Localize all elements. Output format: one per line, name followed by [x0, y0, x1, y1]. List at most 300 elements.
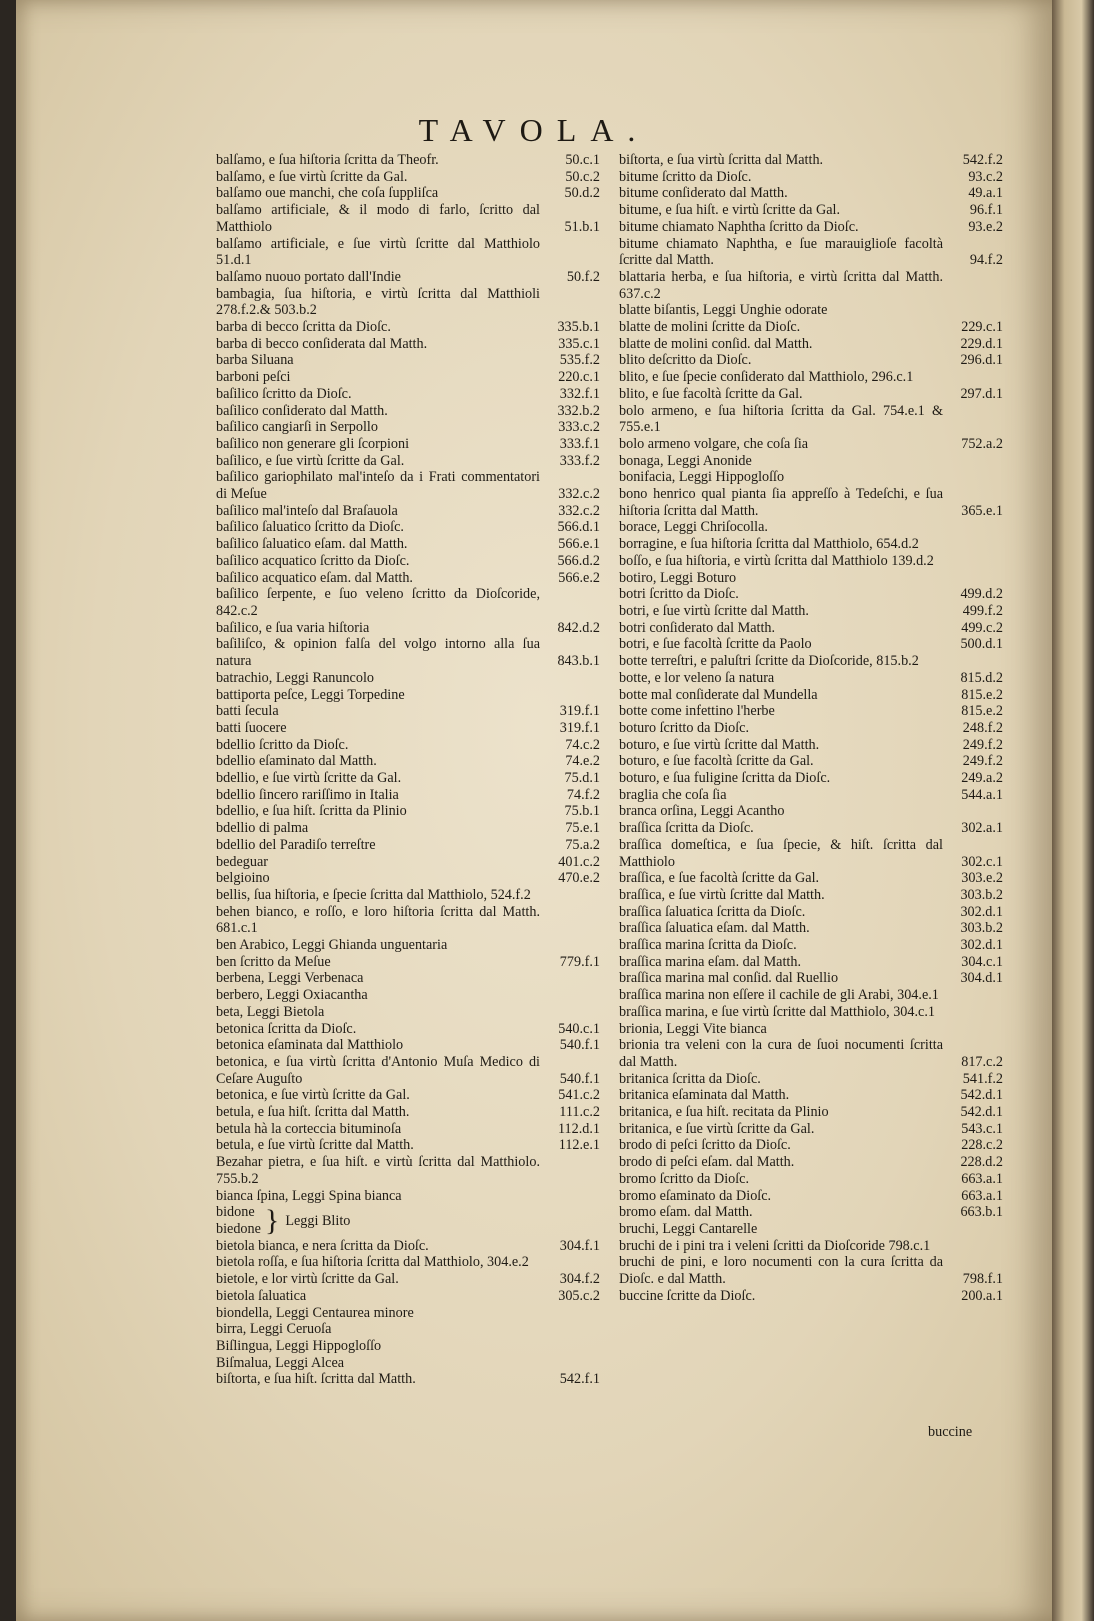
index-term: bitume, e ſua hiſt. e virtù ſcritte da Gal.	[619, 202, 841, 219]
index-entry	[216, 753, 600, 770]
index-entry	[216, 904, 600, 937]
index-entry	[619, 870, 1003, 887]
index-term: bolo armeno, e ſua hiſtoria ſcritta da Gal. 754.e.1 & 755.e.1	[619, 402, 943, 436]
index-term: betonica ſcritta da Dioſc.	[216, 1020, 357, 1037]
index-entry	[216, 1321, 600, 1338]
index-term: bdellio del Paradiſo terreſtre	[216, 836, 376, 853]
index-term: bono henrico qual pianta ſia appreſſo à Tedeſchi, e ſua hiſtoria ſcritta dal Matth.	[619, 486, 943, 519]
page-reference: 779.f.1	[559, 953, 600, 970]
index-term: balſamo oue manchi, che coſa ſuppliſca	[216, 185, 439, 202]
index-term: baſilico gariophilato mal'inteſo da i Frati commentatori di Meſue	[216, 469, 540, 503]
page-reference: 542.d.1	[960, 1087, 1003, 1104]
index-term: baſilico ſerpente, e ſuo veleno ſcritto da Dioſcoride, 842.c.2	[216, 586, 540, 619]
index-term: bitume ſcritto da Dioſc.	[619, 168, 752, 185]
page-reference: 566.e.2	[558, 569, 600, 586]
index-term: baſilico acquatico ſcritto da Dioſc.	[216, 552, 410, 569]
page-reference: 540.c.1	[558, 1020, 600, 1037]
index-entry	[619, 469, 1003, 486]
index-entry	[619, 519, 1003, 536]
index-entry	[216, 536, 600, 553]
page-reference: 50.c.2	[565, 168, 600, 185]
page-reference: 542.d.1	[960, 1104, 1003, 1121]
page-reference: 296.d.1	[960, 352, 1003, 369]
page-reference: 229.d.1	[960, 335, 1003, 352]
page-reference: 93.c.2	[968, 168, 1003, 185]
page-reference: 302.d.1	[960, 937, 1003, 954]
page-reference: 96.f.1	[969, 202, 1003, 219]
page-reference: 663.a.1	[961, 1170, 1003, 1187]
index-entry	[216, 419, 600, 436]
index-entry	[216, 1154, 600, 1187]
index-entry	[216, 386, 600, 403]
index-term: bdellio eſaminato dal Matth.	[216, 753, 377, 770]
index-entry	[619, 1037, 1003, 1070]
index-entry	[619, 887, 1003, 904]
index-entry	[619, 904, 1003, 921]
index-entry	[619, 369, 1003, 386]
index-entry	[216, 837, 600, 854]
index-term: Biſmalua, Leggi Alcea	[216, 1354, 345, 1371]
index-term: biondella, Leggi Centaurea minore	[216, 1304, 414, 1321]
page-reference: 248.f.2	[962, 719, 1003, 736]
index-entry	[216, 1087, 600, 1104]
index-entry	[216, 787, 600, 804]
page-reference: 566.e.1	[558, 536, 600, 553]
page-reference: 75.b.1	[564, 803, 600, 820]
index-column-left	[216, 152, 600, 1388]
index-term: brionia, Leggi Vite bianca	[619, 1020, 767, 1037]
index-entry	[216, 185, 600, 202]
index-entry	[216, 169, 600, 186]
index-entry	[619, 970, 1003, 987]
index-term: Biſlingua, Leggi Hippogloſſo	[216, 1337, 382, 1354]
index-term: baſilico, e ſua varia hiſtoria	[216, 619, 370, 636]
index-entry	[619, 620, 1003, 637]
index-entry	[216, 286, 600, 319]
page-reference: 332.b.2	[557, 402, 600, 419]
page-reference: 303.b.2	[960, 886, 1003, 903]
page-reference: 540.f.1	[559, 1070, 600, 1087]
index-term: baſilico ſcritto da Dioſc.	[216, 385, 352, 402]
index-term: botri, e ſue virtù ſcritte dal Matth.	[619, 602, 809, 619]
index-term: balſamo nuouo portato dall'Indie	[216, 268, 401, 285]
index-term: botte mal conſiderate dal Mundella	[619, 686, 818, 703]
index-term: botte come infettino l'herbe	[619, 703, 775, 720]
index-term: barba Siluana	[216, 352, 294, 369]
index-term: bitume chiamato Naphtha ſcritto da Dioſc.	[619, 218, 859, 235]
index-entry	[619, 336, 1003, 353]
index-term: britanica eſaminata dal Matth.	[619, 1087, 790, 1104]
index-entry	[216, 1054, 600, 1087]
index-entry	[216, 336, 600, 353]
page-reference: 817.c.2	[961, 1053, 1003, 1070]
index-entry	[619, 570, 1003, 587]
page-reference: 112.d.1	[557, 1120, 600, 1137]
index-entry	[216, 269, 600, 286]
page-reference: 401.c.2	[558, 853, 600, 870]
index-term: bietole, e lor virtù ſcritte da Gal.	[216, 1271, 399, 1288]
index-entry	[619, 687, 1003, 704]
page-reference: 335.b.1	[557, 319, 600, 336]
index-term: biſtorta, e ſua hiſt. ſcritta dal Matth.	[216, 1371, 416, 1388]
index-entry	[216, 152, 600, 169]
page-reference: 303.e.2	[961, 870, 1003, 887]
page-reference: 335.c.1	[558, 335, 600, 352]
page-reference: 74.f.2	[566, 786, 600, 803]
page-reference: 112.e.1	[558, 1137, 600, 1154]
page-reference: 200.a.1	[961, 1287, 1003, 1304]
index-term: betula, e ſue virtù ſcritte dal Matth.	[216, 1137, 414, 1154]
page-reference: 332.f.1	[559, 385, 600, 402]
index-entry	[619, 737, 1003, 754]
index-term: betonica, e ſua virtù ſcritta d'Antonio Muſa Medico di Ceſare Auguſto	[216, 1053, 540, 1087]
page-reference: 499.c.2	[961, 619, 1003, 636]
index-entry	[619, 1171, 1003, 1188]
index-entry	[619, 269, 1003, 302]
index-entry	[619, 603, 1003, 620]
page-reference: 663.a.1	[961, 1187, 1003, 1204]
index-term: betonica, e ſue virtù ſcritte da Gal.	[216, 1087, 410, 1104]
page-reference: 304.c.1	[961, 953, 1003, 970]
index-entry	[216, 236, 600, 269]
index-entry	[216, 820, 600, 837]
index-term: bolo armeno volgare, che coſa ſia	[619, 435, 809, 452]
page-reference: 542.f.2	[962, 152, 1003, 168]
index-term: blito deſcritto da Dioſc.	[619, 352, 752, 369]
page-title: TAVOLA.	[418, 112, 650, 148]
index-term: ben ſcritto da Meſue	[216, 953, 331, 970]
index-term: boſſo, e ſua hiſtoria, e virtù ſcritta dal Matthiolo 139.d.2	[619, 552, 934, 569]
index-entry	[619, 319, 1003, 336]
index-term: boturo, e ſua fuligine ſcritta da Dioſc.	[619, 770, 831, 787]
index-term: berbena, Leggi Verbenaca	[216, 970, 364, 987]
index-term: botte terreſtri, e paluſtri ſcritte da Dioſcoride, 815.b.2	[619, 653, 919, 670]
index-entry	[619, 453, 1003, 470]
index-term: bellis, ſua hiſtoria, e ſpecie ſcritta dal Matthiolo, 524.f.2	[216, 886, 531, 903]
index-term: bromo ſcritto da Dioſc.	[619, 1170, 750, 1187]
index-entry	[216, 1254, 600, 1271]
index-entry	[216, 937, 600, 954]
index-term: braſſica domeſtica, e ſua ſpecie, & hiſt. ſcritta dal Matthiolo	[619, 836, 943, 870]
index-term: baſilico conſiderato dal Matth.	[216, 402, 388, 419]
page-reference: 249.f.2	[962, 753, 1003, 770]
index-term: bietola bianca, e nera ſcritta da Dioſc.	[216, 1237, 429, 1254]
index-entry	[619, 1004, 1003, 1021]
index-term: balſamo, e ſue virtù ſcritte da Gal.	[216, 168, 408, 185]
index-entry	[216, 954, 600, 971]
index-entry	[619, 670, 1003, 687]
index-term: battiporta peſce, Leggi Torpedine	[216, 686, 405, 703]
index-term: bambagia, ſua hiſtoria, e virtù ſcritta dal Matthioli 278.f.2.& 503.b.2	[216, 285, 540, 319]
index-term: blattaria herba, e ſua hiſtoria, e virtù ſcritta dal Matth. 637.c.2	[619, 268, 943, 302]
index-term: bianca ſpina, Leggi Spina bianca	[216, 1187, 402, 1204]
index-column-right	[619, 152, 1003, 1305]
page-reference: 543.c.1	[961, 1120, 1003, 1137]
page-reference: 333.f.1	[559, 435, 600, 452]
index-term: beta, Leggi Bietola	[216, 1003, 325, 1020]
index-entry	[216, 1204, 600, 1237]
index-entry	[619, 1221, 1003, 1238]
page-reference: 302.d.1	[960, 903, 1003, 920]
index-entry	[619, 937, 1003, 954]
index-term: boturo, e ſue facoltà ſcritte da Gal.	[619, 753, 814, 770]
page-reference: 566.d.1	[557, 519, 600, 536]
page-reference: 843.b.1	[557, 653, 600, 670]
index-term: bromo eſaminato da Dioſc.	[619, 1187, 772, 1204]
index-entry	[216, 553, 600, 570]
page-reference: 333.c.2	[558, 419, 600, 436]
page-reference: 74.e.2	[565, 753, 600, 770]
index-term: biedone	[216, 1221, 261, 1237]
index-term: bdellio, e ſua hiſt. ſcritta da Plinio	[216, 803, 407, 820]
index-term: blatte biſantis, Leggi Unghie odorate	[619, 302, 828, 319]
page-reference: 544.a.1	[961, 786, 1003, 803]
index-entry	[216, 1288, 600, 1305]
index-entry	[216, 854, 600, 871]
page-reference: 297.d.1	[960, 385, 1003, 402]
index-entry	[216, 687, 600, 704]
index-entry	[619, 1204, 1003, 1221]
index-entry	[619, 1021, 1003, 1038]
index-term: braſſica ſaluatica ſcritta da Dioſc.	[619, 903, 806, 920]
index-term: bruchi de i pini tra i veleni ſcritti da Dioſcoride 798.c.1	[619, 1237, 931, 1254]
index-entry	[619, 202, 1003, 219]
page-reference: 842.d.2	[557, 619, 600, 636]
page-reference: 815.e.2	[961, 703, 1003, 720]
index-entry	[619, 803, 1003, 820]
index-entry	[619, 169, 1003, 186]
index-entry	[619, 653, 1003, 670]
index-entry	[619, 753, 1003, 770]
index-term: baſilico non generare gli ſcorpioni	[216, 435, 410, 452]
index-entry	[216, 1021, 600, 1038]
index-term: braſſica marina, e ſue virtù ſcritte dal Matthiolo, 304.c.1	[619, 1003, 935, 1020]
index-term: barboni peſci	[216, 369, 291, 386]
page-reference: 333.f.2	[559, 452, 600, 469]
page-reference: 319.f.1	[559, 703, 600, 720]
index-entry	[619, 1104, 1003, 1121]
index-entry	[216, 469, 600, 502]
page-reference: 304.d.1	[960, 970, 1003, 987]
page-reference: 500.d.1	[960, 636, 1003, 653]
index-entry	[216, 403, 600, 420]
index-term: blatte de molini ſcritte da Dioſc.	[619, 319, 801, 336]
adjacent-page-edge	[1052, 0, 1094, 1621]
index-term: brionia tra veleni con la cura de ſuoi nocumenti ſcritta dal Matth.	[619, 1037, 943, 1070]
page-reference: 50.d.2	[564, 185, 600, 202]
index-term: bitume chiamato Naphtha, e ſue marauiglioſe facoltà ſcritte dal Matth.	[619, 235, 943, 269]
index-term: bdellio ſcritto da Dioſc.	[216, 736, 349, 753]
index-term: bdellio ſincero rariſſimo in Italia	[216, 786, 399, 803]
page-reference: 815.d.2	[960, 669, 1003, 686]
index-term: betula hà la corteccia bituminoſa	[216, 1120, 402, 1137]
index-entry	[619, 1071, 1003, 1088]
index-entry	[619, 1238, 1003, 1255]
index-entry	[216, 1355, 600, 1372]
page-reference: 319.f.1	[559, 719, 600, 736]
index-entry	[216, 1271, 600, 1288]
index-entry	[619, 236, 1003, 269]
index-entry	[216, 803, 600, 820]
index-entry	[216, 519, 600, 536]
index-entry	[619, 1188, 1003, 1205]
index-entry	[619, 954, 1003, 971]
index-entry	[216, 670, 600, 687]
index-term: bonifacia, Leggi Hippogloſſo	[619, 469, 785, 486]
index-term: blito, e ſue ſpecie conſiderato dal Matthiolo, 296.c.1	[619, 369, 914, 386]
catchword: buccine	[928, 1424, 973, 1440]
index-term: britanica, e ſue virtù ſcritte da Gal.	[619, 1120, 815, 1137]
index-entry	[216, 570, 600, 587]
brace-mark: }	[264, 1204, 280, 1237]
index-entry	[216, 1104, 600, 1121]
page-reference: 75.d.1	[564, 770, 600, 787]
index-entry	[619, 770, 1003, 787]
page-reference: 499.d.2	[960, 586, 1003, 603]
index-entry	[619, 219, 1003, 236]
index-entry	[216, 887, 600, 904]
index-term: behen bianco, e roſſo, e loro hiſtoria ſcritta dal Matth. 681.c.1	[216, 903, 540, 937]
page-reference: 815.e.2	[961, 686, 1003, 703]
index-term: britanica, e ſua hiſt. recitata da Plinio	[619, 1104, 829, 1121]
index-term: braſſica ſcritta da Dioſc.	[619, 820, 754, 837]
page-reference: 249.a.2	[961, 770, 1003, 787]
page-reference: 50.f.2	[566, 268, 600, 285]
index-term: borace, Leggi Chriſocolla.	[619, 519, 768, 536]
page-reference: 228.d.2	[960, 1154, 1003, 1171]
index-term: braſſica marina mal conſid. dal Ruellio	[619, 970, 839, 987]
page-reference: 50.c.1	[565, 152, 600, 168]
index-term: botri, e ſue facoltà ſcritte da Paolo	[619, 636, 812, 653]
index-entry	[619, 386, 1003, 403]
index-term: borragine, e ſua hiſtoria ſcritta dal Matthiolo, 654.d.2	[619, 536, 919, 553]
page-reference: 535.f.2	[559, 352, 600, 369]
index-term: barba di becco ſcritta da Dioſc.	[216, 319, 391, 336]
index-term: britanica ſcritta da Dioſc.	[619, 1070, 761, 1087]
index-entry	[619, 1154, 1003, 1171]
index-entry	[619, 586, 1003, 603]
index-term: bedeguar	[216, 853, 268, 870]
index-entry	[619, 636, 1003, 653]
page-reference: 111.c.2	[559, 1104, 600, 1121]
index-entry	[619, 185, 1003, 202]
index-term: balſamo artificiale, & il modo di farlo, ſcritto dal Matthiolo	[216, 202, 540, 235]
index-entry	[216, 1238, 600, 1255]
page-reference: 499.f.2	[962, 602, 1003, 619]
index-term: botri ſcritto da Dioſc.	[619, 586, 739, 603]
index-entry	[619, 1137, 1003, 1154]
page-reference: 74.c.2	[565, 736, 600, 753]
index-entry	[216, 436, 600, 453]
index-entry	[216, 202, 600, 235]
index-entry	[216, 1121, 600, 1138]
index-term: betonica eſaminata dal Matthiolo	[216, 1037, 404, 1054]
index-entry	[216, 970, 600, 987]
index-entry	[619, 1254, 1003, 1287]
index-term: bietola roſſa, e ſua hiſtoria ſcritta dal Matthiolo, 304.e.2	[216, 1254, 529, 1271]
index-entry	[216, 1004, 600, 1021]
index-term: barba di becco conſiderata dal Matth.	[216, 335, 428, 352]
index-entry	[619, 486, 1003, 519]
index-term: berbero, Leggi Oxiacantha	[216, 987, 368, 1004]
index-entry	[216, 1188, 600, 1205]
index-entry	[216, 870, 600, 887]
index-term: batti ſuocere	[216, 719, 287, 736]
index-term: blatte de molini conſid. dal Matth.	[619, 335, 813, 352]
page-reference: 566.d.2	[557, 552, 600, 569]
page-reference: 229.c.1	[961, 319, 1003, 336]
index-entry	[216, 987, 600, 1004]
index-entry	[619, 787, 1003, 804]
index-entry	[619, 837, 1003, 870]
page-reference: 798.f.1	[962, 1271, 1003, 1288]
index-entry	[216, 1305, 600, 1322]
index-entry	[619, 536, 1003, 553]
index-term: braſſica marina non eſſere il cachile de gli Arabi, 304.e.1	[619, 987, 939, 1004]
index-entry	[619, 152, 1003, 169]
page-reference: 249.f.2	[962, 736, 1003, 753]
index-term: bidone	[216, 1204, 255, 1221]
index-term: braſſica marina ſcritta da Dioſc.	[619, 937, 797, 954]
page-reference: 302.c.1	[961, 853, 1003, 870]
page-reference: 304.f.1	[559, 1237, 600, 1254]
index-term: baſiliſco, & opinion falſa del volgo intorno alla ſua natura	[216, 636, 540, 670]
page-reference: 305.c.2	[558, 1287, 600, 1304]
index-entry	[619, 703, 1003, 720]
index-term: bietola ſaluatica	[216, 1287, 307, 1304]
index-entry	[216, 620, 600, 637]
index-term: braſſica, e ſue virtù ſcritte dal Matth.	[619, 886, 825, 903]
index-term: boturo, e ſue virtù ſcritte dal Matth.	[619, 736, 820, 753]
index-entry	[619, 1087, 1003, 1104]
index-term: botte, e lor veleno ſa natura	[619, 669, 775, 686]
page-reference: 540.f.1	[559, 1037, 600, 1054]
index-term: botri conſiderato dal Matth.	[619, 619, 776, 636]
index-entry	[619, 1288, 1003, 1305]
index-entry	[216, 319, 600, 336]
index-term: bruchi de pini, e loro nocumenti con la cura ſcritta da Dioſc. e dal Matth.	[619, 1254, 943, 1288]
page-reference: 752.a.2	[961, 435, 1003, 452]
book-page	[16, 0, 1052, 1621]
index-term: baſilico acquatico eſam. dal Matth.	[216, 569, 413, 586]
index-term: batti ſecula	[216, 703, 279, 720]
index-term: braſſica ſaluatica eſam. dal Matth.	[619, 920, 810, 937]
page-reference: 302.a.1	[961, 820, 1003, 837]
index-entry	[619, 352, 1003, 369]
index-term: bdellio di palma	[216, 820, 309, 837]
index-term: bromo eſam. dal Matth.	[619, 1204, 753, 1221]
index-term: bruchi, Leggi Cantarelle	[619, 1221, 758, 1237]
page-reference: 663.b.1	[960, 1204, 1003, 1221]
index-term: birra, Leggi Ceruoſa	[216, 1321, 332, 1338]
index-entry	[619, 302, 1003, 319]
index-entry	[216, 770, 600, 787]
page-reference: 541.c.2	[558, 1087, 600, 1104]
page-reference: 332.c.2	[558, 502, 600, 519]
page-reference: 220.c.1	[558, 369, 600, 386]
index-entry	[216, 1338, 600, 1355]
index-entry	[216, 703, 600, 720]
index-entry	[216, 503, 600, 520]
index-entry	[216, 720, 600, 737]
index-term: braſſica marina eſam. dal Matth.	[619, 953, 801, 970]
page-reference: 470.e.2	[558, 870, 600, 887]
index-term: blito, e ſue facoltà ſcritte da Gal.	[619, 385, 803, 402]
index-term: braſſica, e ſue facoltà ſcritte da Gal.	[619, 870, 820, 887]
cross-reference: Leggi Blito	[285, 1212, 351, 1229]
index-term: braglia che coſa ſia	[619, 786, 727, 803]
page-reference: 365.e.1	[961, 502, 1003, 519]
